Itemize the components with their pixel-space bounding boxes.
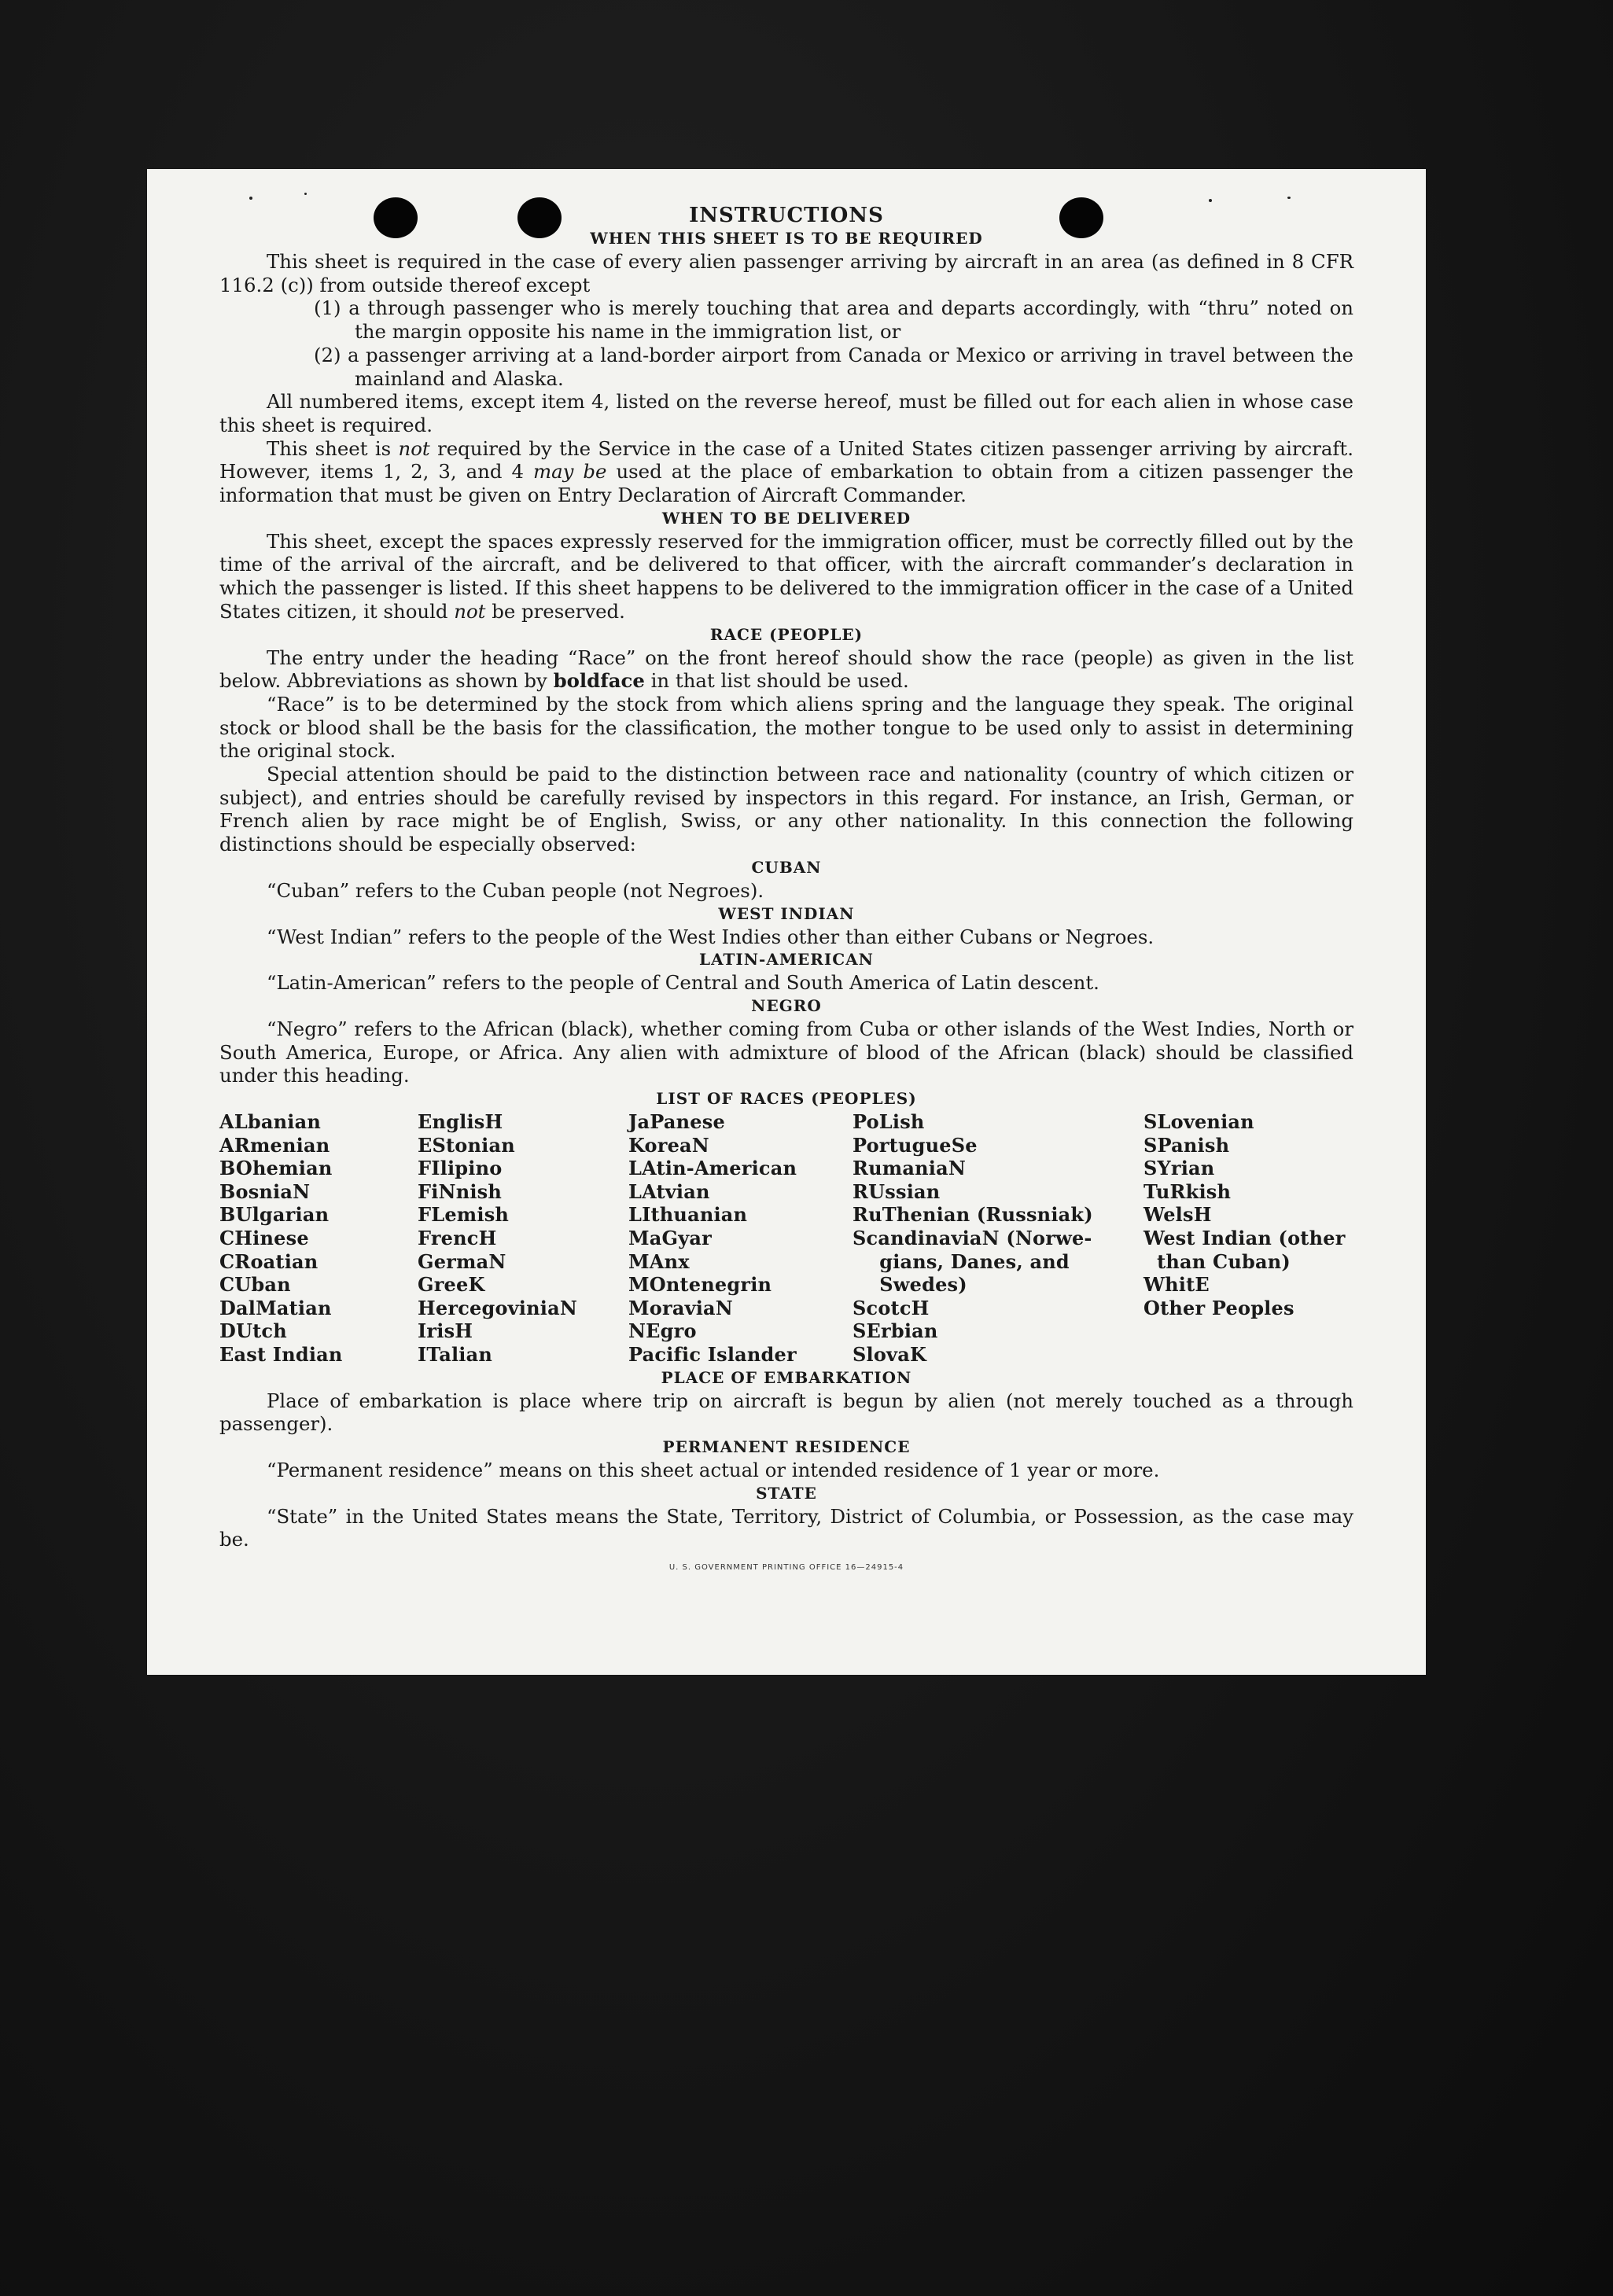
race-entry: ARmenian xyxy=(219,1133,330,1157)
punch-hole xyxy=(1059,197,1103,238)
section-heading: CUBAN xyxy=(751,857,822,877)
race-entry: JaPanese xyxy=(628,1110,725,1134)
race-entry: KoreaN xyxy=(628,1133,709,1157)
race-entry: ScandinaviaN (Norwe- xyxy=(853,1227,1092,1250)
race-entry: GreeK xyxy=(418,1273,485,1297)
race-entry: FiNnish xyxy=(418,1179,503,1203)
paragraph: Special attention should be paid to the distinction between race and nationality (country of which citizen or subject), and entries should be carefully revised by inspectors in this regard. For instance, an Irish, German, or French alien by race might be of English, Swiss, or any other nationality. In this connection the following distinctions should be especially observed: xyxy=(219,763,1353,856)
race-entry: IrisH xyxy=(418,1319,473,1343)
race-entry: RUssian xyxy=(853,1179,941,1203)
race-entry: WhitE xyxy=(1143,1273,1210,1297)
paragraph: The entry under the heading “Race” on the front hereof should show the race (people) as given in the list below. Abbreviations as shown by boldface in that list should be used. xyxy=(219,646,1353,693)
race-column xyxy=(418,1110,628,1367)
section-heading: LATIN-AMERICAN xyxy=(699,950,874,970)
paragraph: “Negro” refers to the African (black), whether coming from Cuba or other islands of the West Indies, North or South America, Europe, or Africa. Any alien with admixture of blood of the African (black) should be classified under this heading. xyxy=(219,1017,1353,1087)
race-entry: SlovaK xyxy=(853,1343,927,1367)
race-entry: Swedes) xyxy=(853,1273,967,1297)
race-entry: East Indian xyxy=(219,1343,343,1367)
race-entry: Other Peoples xyxy=(1143,1296,1294,1319)
race-entry: MoraviaN xyxy=(628,1296,733,1319)
race-entry: WelsH xyxy=(1143,1203,1212,1227)
race-entry: NEgro xyxy=(628,1319,697,1343)
race-entry: MAnx xyxy=(628,1249,690,1273)
paragraph: “Permanent residence” means on this sheet actual or intended residence of 1 year or more. xyxy=(267,1459,1160,1482)
race-entry: Pacific Islander xyxy=(628,1343,797,1367)
race-list xyxy=(219,1110,1353,1367)
section-heading: WEST INDIAN xyxy=(718,903,855,923)
race-entry: FIlipino xyxy=(418,1157,503,1180)
race-column xyxy=(628,1110,853,1367)
dust-speck xyxy=(304,193,307,195)
punch-hole xyxy=(374,197,418,238)
race-entry: West Indian (other xyxy=(1143,1227,1346,1250)
race-entry: MaGyar xyxy=(628,1227,712,1250)
race-entry: LAtvian xyxy=(628,1179,710,1203)
race-column xyxy=(219,1110,418,1367)
dust-speck xyxy=(1209,199,1212,202)
dust-speck xyxy=(249,197,252,200)
race-entry: ScotcH xyxy=(853,1296,930,1319)
race-column xyxy=(1143,1110,1353,1367)
exception-item: (2) a passenger arriving at a land-border airport from Canada or Mexico or arriving in travel between the mainland and Alaska. xyxy=(314,343,1353,390)
instructions-body xyxy=(219,227,1353,1580)
section-heading: WHEN THIS SHEET IS TO BE REQUIRED xyxy=(590,229,983,248)
paragraph: This sheet is required in the case of every alien passenger arriving by aircraft in an area (as defined in 8 CFR 116.2 (c)) from outside thereof except xyxy=(219,250,1353,296)
race-entry: CHinese xyxy=(219,1227,309,1250)
race-entry: DUtch xyxy=(219,1319,287,1343)
paragraph: All numbered items, except item 4, listed on the reverse hereof, must be filled out for each alien in whose case this sheet is required. xyxy=(219,390,1353,436)
paragraph: “State” in the United States means the State, Territory, District of Columbia, or Possession, as the case may be. xyxy=(219,1504,1353,1551)
race-entry: FLemish xyxy=(418,1203,510,1227)
race-column xyxy=(853,1110,1143,1367)
race-entry: PortugueSe xyxy=(853,1133,978,1157)
section-heading: WHEN TO BE DELIVERED xyxy=(661,508,911,528)
section-heading: RACE (PEOPLE) xyxy=(709,624,864,644)
exception-item: (1) a through passenger who is merely touching that area and departs accordingly, with “thru” noted on the margin opposite his name in the immigration list, or xyxy=(314,296,1353,344)
instruction-sheet xyxy=(147,169,1426,1675)
section-heading: NEGRO xyxy=(751,995,822,1015)
race-entry: SPanish xyxy=(1143,1133,1230,1157)
section-heading: PLACE OF EMBARKATION xyxy=(661,1367,912,1387)
paragraph: This sheet, except the spaces expressly reserved for the immigration officer, must be correctly filled out by the time of the arrival of the aircraft, and be delivered to that officer, with the aircraft commander’s declaration in which the passenger is listed. If this sheet happens to be delivered to the immigration officer in the case of a United States citizen, it should not be preserved. xyxy=(219,529,1353,623)
race-entry: LAtin-American xyxy=(628,1157,797,1180)
race-entry: EStonian xyxy=(418,1133,515,1157)
dust-speck xyxy=(1287,197,1291,199)
race-entry: HercegoviniaN xyxy=(418,1296,577,1319)
race-entry: CUban xyxy=(219,1273,291,1297)
race-entry: ALbanian xyxy=(219,1110,321,1134)
race-entry: than Cuban) xyxy=(1143,1249,1291,1273)
race-entry: DalMatian xyxy=(219,1296,332,1319)
race-entry: PoLish xyxy=(853,1110,925,1134)
race-entry: EnglisH xyxy=(418,1110,503,1134)
section-heading: PERMANENT RESIDENCE xyxy=(662,1437,911,1457)
race-entry: SLovenian xyxy=(1143,1110,1254,1134)
race-entry: RuThenian (Russniak) xyxy=(853,1203,1093,1227)
race-entry: MOntenegrin xyxy=(628,1273,772,1297)
race-entry: CRoatian xyxy=(219,1249,319,1273)
paragraph: “Cuban” refers to the Cuban people (not Negroes). xyxy=(267,878,764,902)
race-entry: BOhemian xyxy=(219,1157,333,1180)
race-entry: RumaniaN xyxy=(853,1157,966,1180)
paragraph: “Latin-American” refers to the people of Central and South America of Latin descent. xyxy=(267,971,1099,995)
paragraph: Place of embarkation is place where trip on aircraft is begun by alien (not merely touched as a through passenger). xyxy=(219,1389,1353,1436)
race-entry: SYrian xyxy=(1143,1157,1215,1180)
paragraph: “West Indian” refers to the people of the West Indies other than either Cubans or Negroes. xyxy=(267,925,1155,948)
paragraph: This sheet is not required by the Service in the case of a United States citizen passenger arriving by aircraft. However, items 1, 2, 3, and 4 may be used at the place of embarkation to obtain from a citizen passenger the information that must be given on Entry Declaration of Aircraft Commander. xyxy=(219,436,1353,507)
race-entry: BUlgarian xyxy=(219,1203,330,1227)
race-entry: TuRkish xyxy=(1143,1179,1232,1203)
race-entry: LIthuanian xyxy=(628,1203,748,1227)
page-title: INSTRUCTIONS xyxy=(689,204,884,227)
race-entry: gians, Danes, and xyxy=(853,1249,1070,1273)
section-heading: STATE xyxy=(756,1483,817,1503)
race-entry: SErbian xyxy=(853,1319,938,1343)
punch-hole xyxy=(517,197,562,238)
section-heading: LIST OF RACES (PEOPLES) xyxy=(656,1089,917,1109)
printer-imprint: U. S. GOVERNMENT PRINTING OFFICE 16—24915-4 xyxy=(668,1563,904,1573)
race-entry: ITalian xyxy=(418,1343,492,1367)
race-entry: BosniaN xyxy=(219,1179,311,1203)
race-entry: GermaN xyxy=(418,1249,506,1273)
race-entry: FrencH xyxy=(418,1227,497,1250)
paragraph: “Race” is to be determined by the stock from which aliens spring and the language they speak. The original stock or blood shall be the basis for the classification, the mother tongue to be used only to assist in determining the original stock. xyxy=(219,692,1353,763)
